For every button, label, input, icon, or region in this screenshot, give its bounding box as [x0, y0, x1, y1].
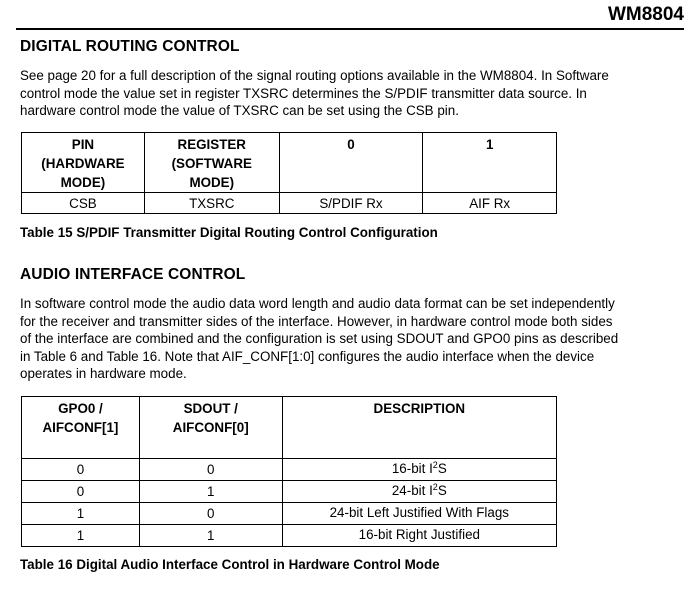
table-cell: 0	[139, 459, 282, 481]
paragraph-line: of the interface are combined and the configuration is set using SDOUT and GPO0 pins as described	[20, 331, 619, 346]
table-cell: 1	[22, 525, 140, 547]
table-cell: 0	[22, 459, 140, 481]
audio-interface-table	[21, 396, 557, 547]
paragraph-line: hardware control mode the value of TXSRC can be set using the CSB pin.	[20, 103, 459, 118]
table-caption: Table 16 Digital Audio Interface Control in Hardware Control Mode	[20, 557, 440, 572]
table-cell: 0	[139, 503, 282, 525]
table-cell: CSB	[22, 193, 145, 214]
table-header-cell: 1	[423, 133, 557, 193]
table-cell: 1	[22, 503, 140, 525]
paragraph-line: See page 20 for a full description of the signal routing options available in the WM8804. In Software	[20, 68, 609, 83]
table-cell: AIF Rx	[423, 193, 557, 214]
table-row	[22, 459, 557, 481]
table-header-cell: 0	[279, 133, 423, 193]
section-paragraph-digital-routing	[20, 67, 670, 120]
section-paragraph-audio-interface	[20, 295, 670, 383]
table-caption: Table 15 S/PDIF Transmitter Digital Routing Control Configuration	[20, 225, 438, 240]
table-header-cell: REGISTER (SOFTWARE MODE)	[144, 133, 279, 193]
paragraph-line: operates in hardware mode.	[20, 366, 187, 381]
section-heading-audio-interface: AUDIO INTERFACE CONTROL	[20, 266, 246, 283]
table-cell: 1	[139, 525, 282, 547]
table-cell: 24-bit $I^2S$	[282, 481, 556, 503]
table-header-cell: GPO0 / AIFCONF[1]	[22, 397, 140, 459]
table-row	[22, 193, 557, 214]
table-cell: 16-bit $I^2S$	[282, 459, 556, 481]
routing-table	[21, 132, 557, 214]
table-row	[22, 525, 557, 547]
table-cell: TXSRC	[144, 193, 279, 214]
table-cell: S/PDIF Rx	[279, 193, 423, 214]
table-header-cell: SDOUT / AIFCONF[0]	[139, 397, 282, 459]
table-row	[22, 481, 557, 503]
table-header-cell: PIN (HARDWARE MODE)	[22, 133, 145, 193]
header-rule	[16, 28, 684, 30]
paragraph-line: control mode the value set in register TXSRC determines the S/PDIF transmitter data source. In	[20, 85, 587, 101]
table-cell: 16-bit Right Justified	[282, 525, 556, 547]
table-cell: 24-bit Left Justified With Flags	[282, 503, 556, 525]
paragraph-line: for the receiver and transmitter sides of the interface. However, in hardware control mode both sides	[20, 313, 613, 329]
document-header-title: WM8804	[607, 4, 684, 25]
table-header-row	[22, 133, 557, 193]
paragraph-line: in Table 6 and Table 16. Note that AIF_CONF[1:0] configures the audio interface when the device	[20, 348, 595, 364]
table-header-row	[22, 397, 557, 459]
table-cell: 0	[22, 481, 140, 503]
table-header-cell: DESCRIPTION	[282, 397, 556, 459]
section-heading-digital-routing: DIGITAL ROUTING CONTROL	[20, 38, 240, 55]
table-cell: 1	[139, 481, 282, 503]
paragraph-line: In software control mode the audio data word length and audio data format can be set independently	[20, 296, 615, 311]
table-row	[22, 503, 557, 525]
